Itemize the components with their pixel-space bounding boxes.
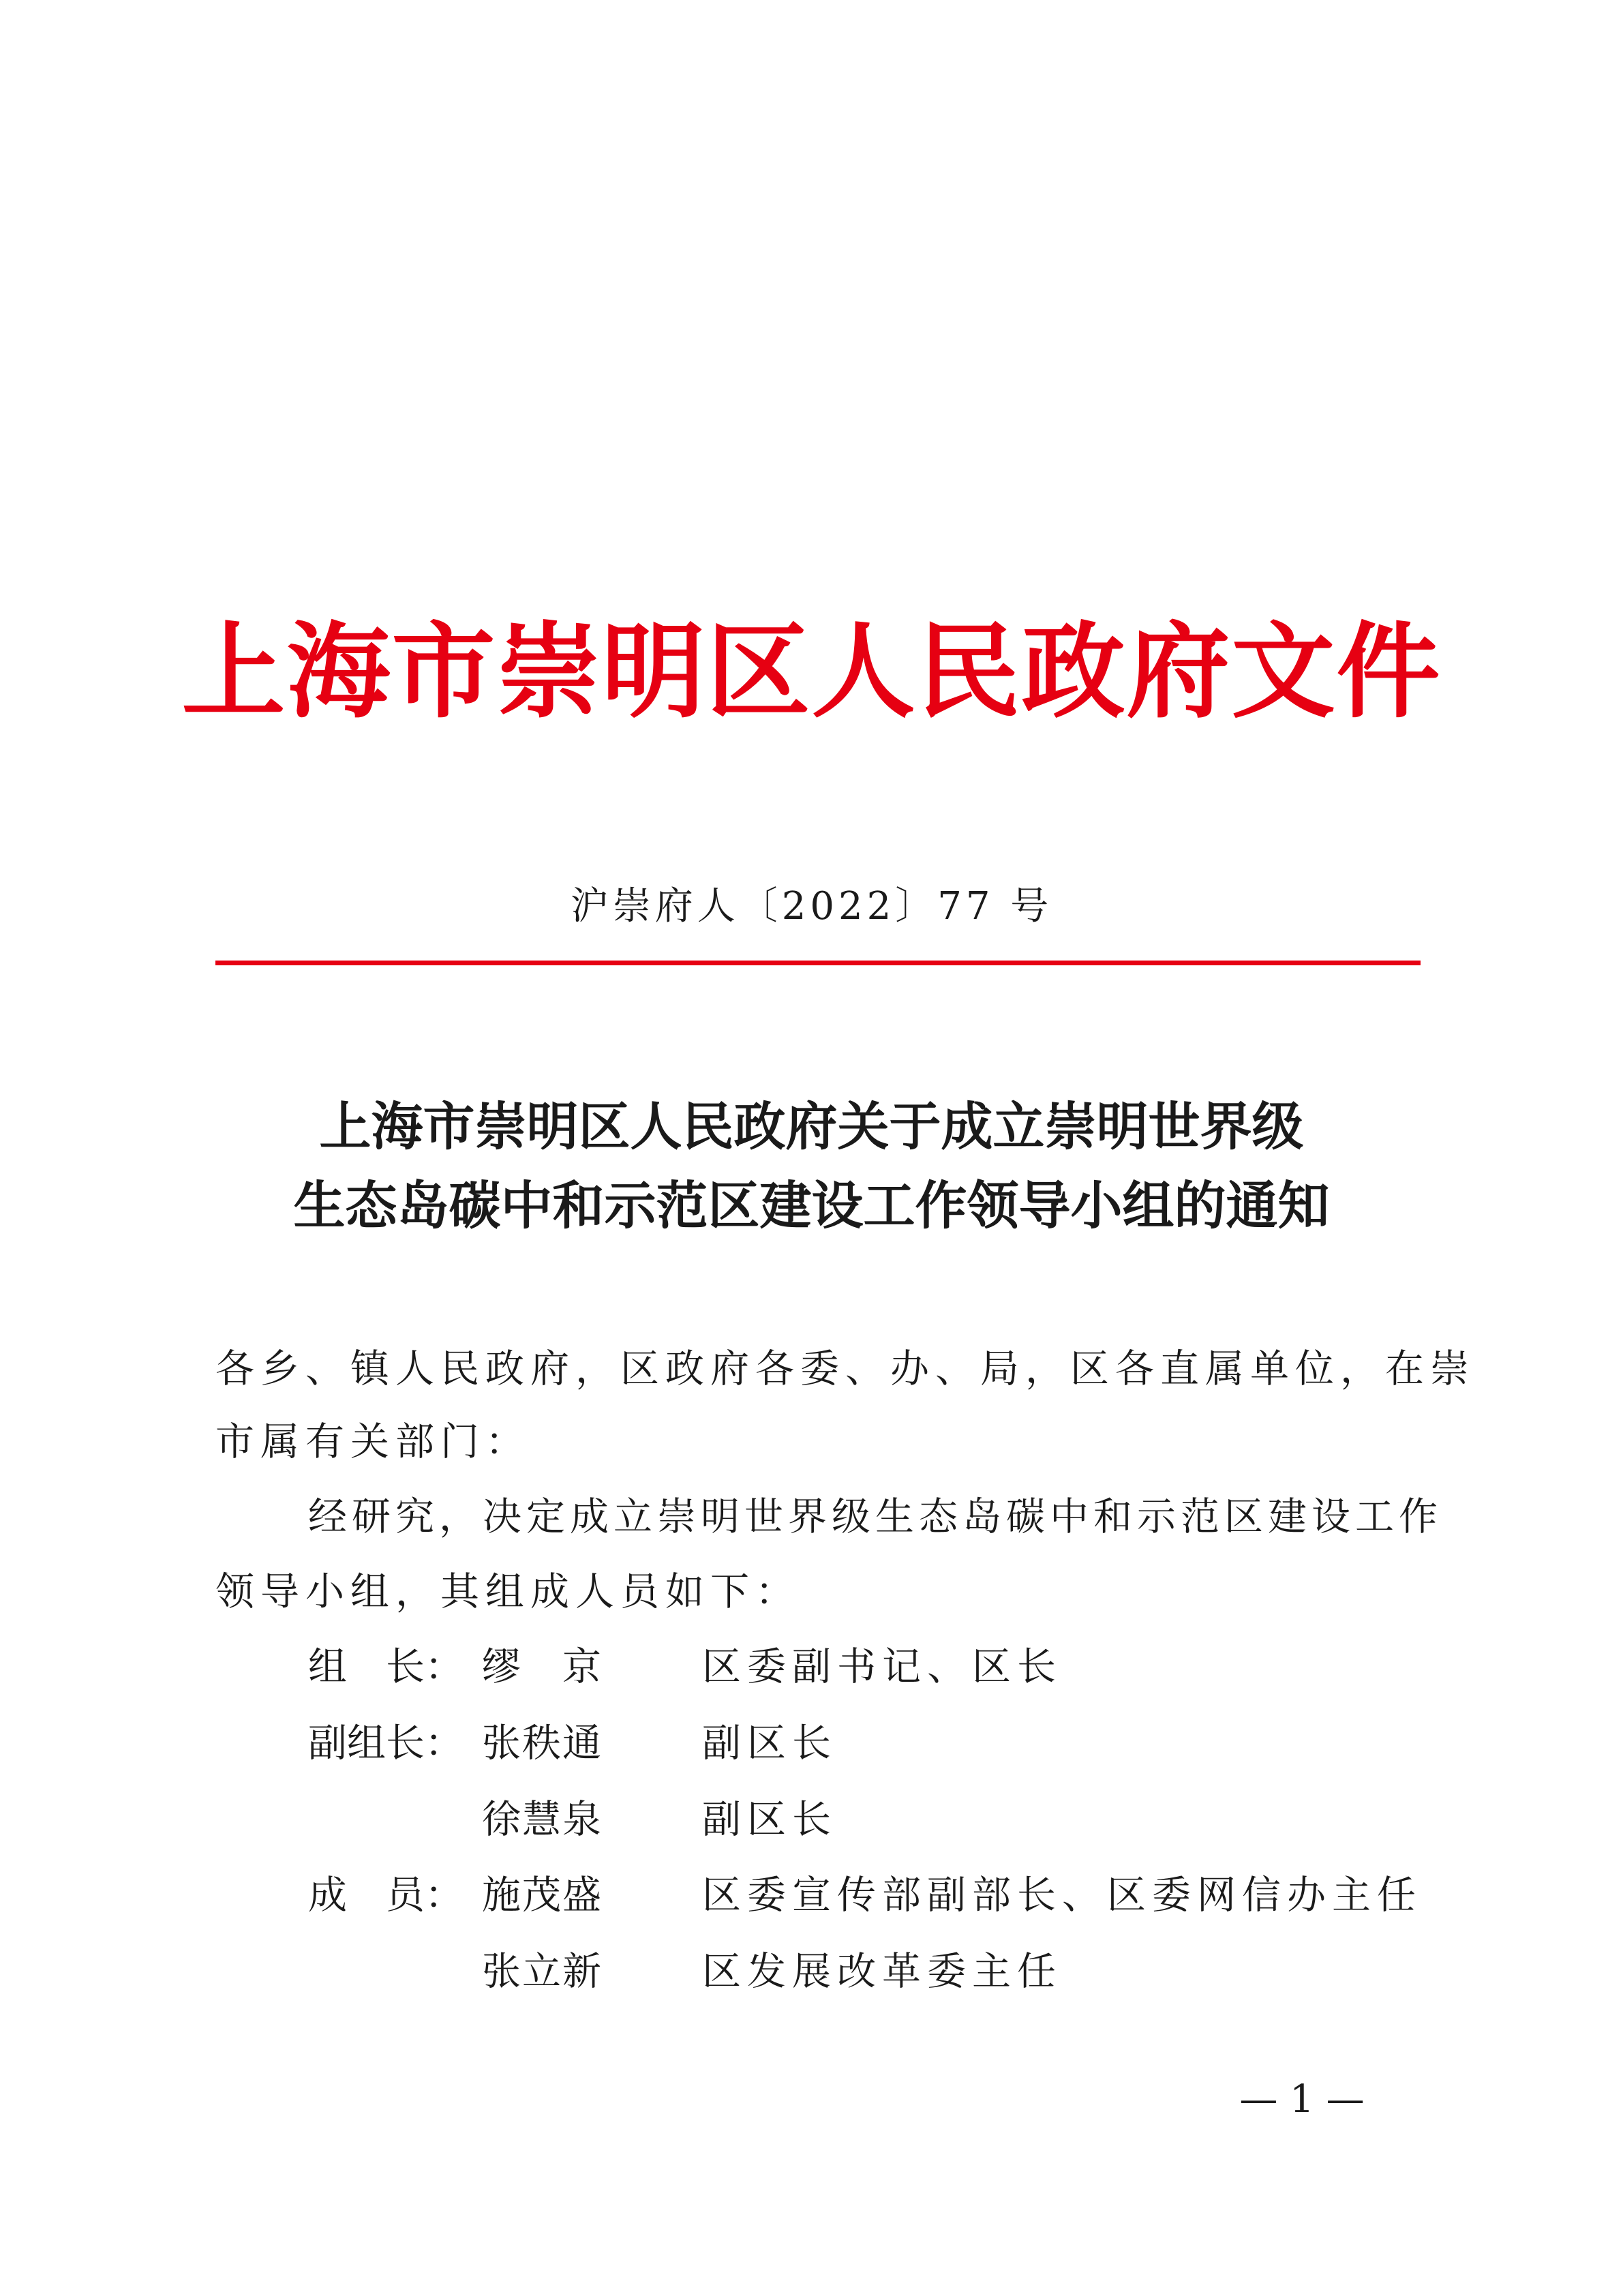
member-role: 成 员： <box>308 1873 464 1918</box>
member-role: 组 长： <box>308 1644 464 1689</box>
member-role: 副组长： <box>308 1721 464 1766</box>
document-title-line-2: 生态岛碳中和示范区建设工作领导小组的通知 <box>293 1175 1330 1236</box>
member-name: 张秩通 <box>482 1721 603 1766</box>
member-name: 张立新 <box>482 1949 603 1994</box>
addressee-line-1: 各乡、镇人民政府，区政府各委、办、局，区各直属单位，在崇 <box>215 1346 1475 1391</box>
member-title: 区委副书记、区长 <box>702 1644 1062 1689</box>
member-title: 区委宣传部副部长、区委网信办主任 <box>702 1873 1422 1918</box>
member-name: 缪 京 <box>482 1644 603 1689</box>
member-name: 徐慧泉 <box>482 1797 603 1842</box>
member-title: 副区长 <box>702 1797 837 1842</box>
red-separator-line <box>215 961 1421 965</box>
member-name: 施茂盛 <box>482 1873 603 1918</box>
addressee-line-2: 市属有关部门： <box>215 1419 530 1464</box>
page-number: — 1 — <box>1239 2077 1365 2121</box>
document-number: 沪崇府人〔2022〕77 号 <box>570 884 1053 928</box>
member-title: 区发展改革委主任 <box>702 1949 1062 1994</box>
body-paragraph-line-1: 经研究，决定成立崇明世界级生态岛碳中和示范区建设工作 <box>308 1494 1442 1539</box>
body-paragraph-line-2: 领导小组，其组成人员如下： <box>215 1569 800 1614</box>
member-title: 副区长 <box>702 1721 837 1766</box>
document-title-line-1: 上海市崇明区人民政府关于成立崇明世界级 <box>319 1096 1304 1157</box>
document-masthead: 上海市崇明区人民政府文件 <box>181 610 1442 732</box>
